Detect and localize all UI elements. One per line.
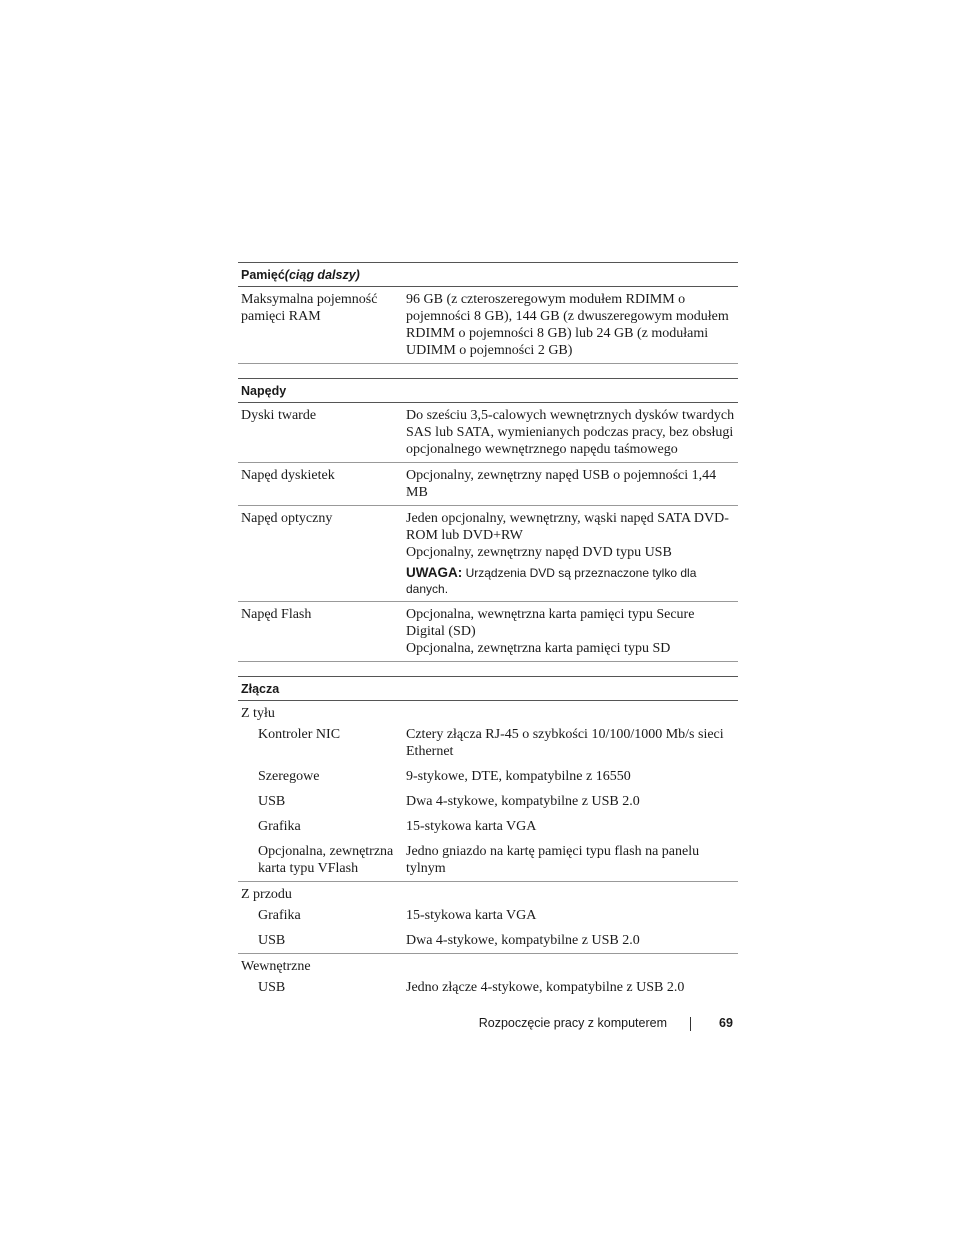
spec-label: Grafika <box>258 819 301 834</box>
spec-row <box>238 463 738 506</box>
spec-row <box>238 764 738 789</box>
spec-label: Napęd Flash <box>241 607 312 622</box>
spec-label: Szeregowe <box>258 769 320 784</box>
section-header-connectors: Złącza <box>238 676 738 701</box>
note <box>406 565 736 597</box>
spec-label: Grafika <box>258 908 301 923</box>
spec-value-line: Opcjonalna, zewnętrzna karta pamięci typu SD <box>406 641 671 656</box>
spec-row <box>238 602 738 662</box>
spec-group-row <box>238 882 738 907</box>
spec-group-row <box>238 701 738 726</box>
spec-label: Dyski twarde <box>241 408 317 423</box>
footer-separator <box>690 1017 691 1031</box>
spec-label: Opcjonalna, zewnętrzna karta typu VFlash <box>258 844 394 876</box>
spec-row <box>238 839 738 882</box>
section-header-memory <box>238 262 738 287</box>
note-text: Urządzenia DVD są przeznaczone tylko dla danych. <box>406 566 697 596</box>
spec-label: Napęd optyczny <box>241 511 333 526</box>
spec-group-row <box>238 954 738 979</box>
spec-value: Opcjonalny, zewnętrzny napęd USB o pojemności 1,44 MB <box>406 468 717 500</box>
note-label: UWAGA: <box>406 565 463 580</box>
page-number: 69 <box>719 1016 733 1030</box>
section-title-continued: (ciąg dalszy) <box>284 268 360 282</box>
spec-value-line: Opcjonalna, wewnętrzna karta pamięci typu Secure Digital (SD) <box>406 607 695 639</box>
spec-value: 96 GB (z czteroszeregowym modułem RDIMM o pojemności 8 GB), 144 GB (z dwuszeregowym modułem RDIMM o pojemności 8 GB) lub 24 GB (z modułami UDIMM o pojemności 2 GB) <box>406 292 729 358</box>
spec-value: 15-stykowa karta VGA <box>406 908 537 923</box>
spec-row <box>238 814 738 839</box>
spec-row <box>238 726 738 764</box>
spec-value: 15-stykowa karta VGA <box>406 819 537 834</box>
spec-value: Do sześciu 3,5-calowych wewnętrznych dysków twardych SAS lub SATA, wymienianych podczas pracy, bez obsługi opcjonalnego wewnętrznego napędu taśmowego <box>406 408 735 457</box>
spec-row <box>238 979 738 1000</box>
spec-label: USB <box>258 933 286 948</box>
spec-value: Dwa 4-stykowe, kompatybilne z USB 2.0 <box>406 794 640 809</box>
spec-row <box>238 506 738 602</box>
spec-label: Maksymalna pojemność pamięci RAM <box>241 292 378 324</box>
spec-value: Dwa 4-stykowe, kompatybilne z USB 2.0 <box>406 933 640 948</box>
spec-value-line: Jeden opcjonalny, wewnętrzny, wąski napęd SATA DVD-ROM lub DVD+RW <box>406 511 729 543</box>
spec-row <box>238 928 738 954</box>
spec-row <box>238 287 738 364</box>
spec-label: Kontroler NIC <box>258 727 341 742</box>
footer-chapter-title: Rozpoczęcie pracy z komputerem <box>478 1016 667 1030</box>
spec-value: Jedno gniazdo na kartę pamięci typu flash na panelu tylnym <box>406 844 700 876</box>
spec-group-label: Z tyłu <box>241 706 275 721</box>
spec-table <box>238 262 738 1000</box>
spec-group-label: Z przodu <box>241 887 292 902</box>
spec-value <box>406 510 738 597</box>
spec-value: Cztery złącza RJ-45 o szybkości 10/100/1000 Mb/s sieci Ethernet <box>406 727 724 759</box>
spec-row <box>238 789 738 814</box>
spec-group-label: Wewnętrzne <box>241 959 311 974</box>
spec-row <box>238 907 738 928</box>
spec-value-line: Opcjonalny, zewnętrzny napęd DVD typu USB <box>406 545 672 560</box>
spec-label: USB <box>258 980 286 995</box>
spec-value: Jedno złącze 4-stykowe, kompatybilne z USB 2.0 <box>406 980 685 995</box>
spec-label: USB <box>258 794 286 809</box>
spec-value <box>406 606 738 657</box>
section-header-drives: Napędy <box>238 378 738 403</box>
spec-value: 9-stykowe, DTE, kompatybilne z 16550 <box>406 769 631 784</box>
spec-label: Napęd dyskietek <box>241 468 335 483</box>
section-title: Pamięć <box>241 268 285 282</box>
spec-row <box>238 403 738 463</box>
